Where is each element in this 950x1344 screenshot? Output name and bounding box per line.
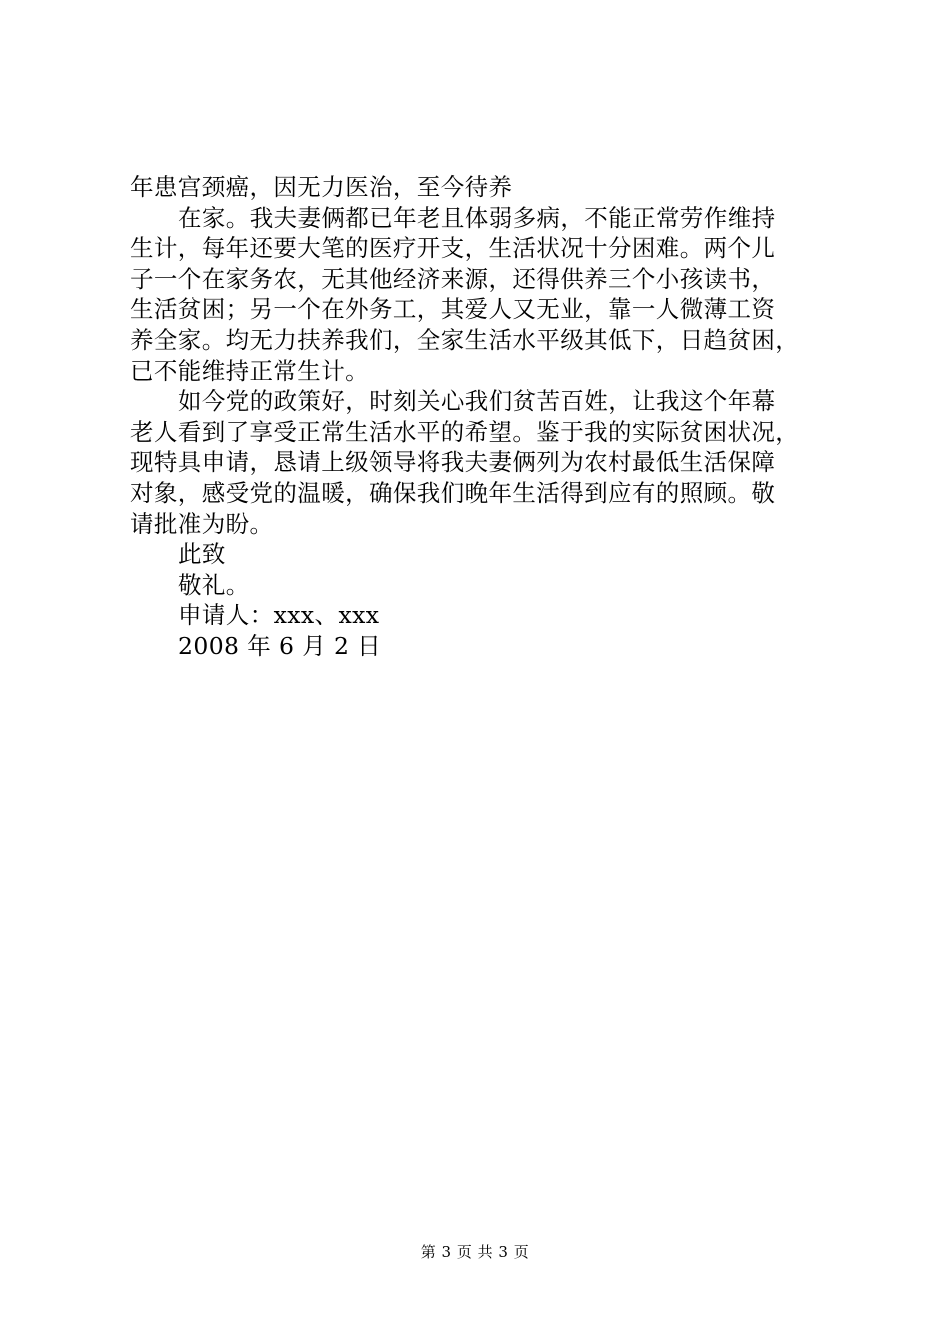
paragraph-2-line-1: 在家。我夫妻俩都已年老且体弱多病，不能正常劳作维持 xyxy=(178,203,776,232)
paragraph-3-line-1: 如今党的政策好，时刻关心我们贫苦百姓，让我这个年幕 xyxy=(178,387,776,416)
paragraph-1-line-1: 年患宫颈癌，因无力医治，至今待养 xyxy=(130,173,513,201)
closing-salute: 敬礼。 xyxy=(178,570,250,599)
page-footer xyxy=(0,1242,950,1262)
paragraph-3-line-2: 老人看到了享受正常生活水平的希望。鉴于我的实际贫困状况， xyxy=(130,417,800,446)
paragraph-2-line-2: 生计，每年还要大笔的医疗开支，生活状况十分困难。两个儿 xyxy=(130,234,776,263)
paragraph-3-line-3: 现特具申请，恳请上级领导将我夫妻俩列为农村最低生活保障 xyxy=(130,448,776,477)
paragraph-3-line-5: 请批准为盼。 xyxy=(130,509,274,538)
closing-greeting: 此致 xyxy=(178,540,226,569)
applicant-signature: 申请人：xxx、xxx xyxy=(178,601,380,630)
page-number: 第 3 页 共 3 页 xyxy=(420,1243,530,1261)
application-date: 2008 年 6 月 2 日 xyxy=(178,631,382,660)
paragraph-3-line-4: 对象，感受党的温暖，确保我们晚年生活得到应有的照顾。敬 xyxy=(130,478,776,507)
paragraph-2-line-5: 养全家。均无力扶养我们，全家生活水平级其低下，日趋贫困， xyxy=(130,325,800,354)
paragraph-2-line-3: 子一个在家务农，无其他经济来源，还得供养三个小孩读书， xyxy=(130,264,776,293)
paragraph-2-line-4: 生活贫困；另一个在外务工，其爱人又无业，靠一人微薄工资 xyxy=(130,295,776,324)
paragraph-2-line-6: 已不能维持正常生计。 xyxy=(130,356,369,385)
document-body xyxy=(130,172,850,662)
